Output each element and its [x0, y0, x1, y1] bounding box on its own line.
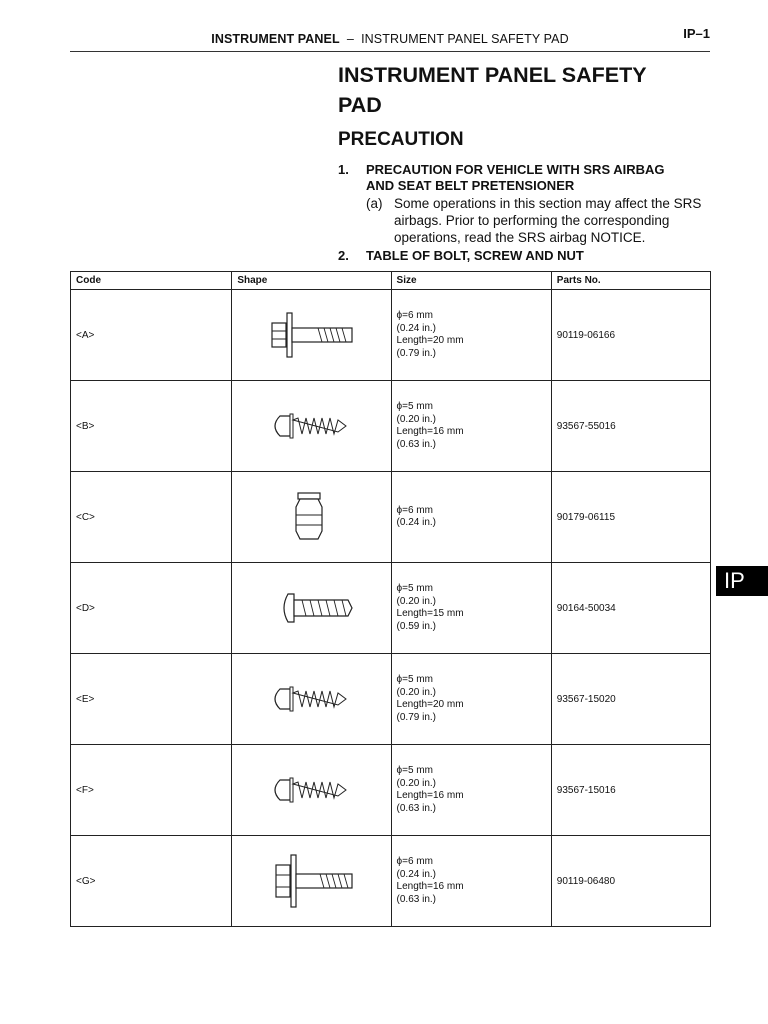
size-line: ϕ=5 mm: [396, 674, 433, 685]
hex-bolt-with-washer-icon: [258, 849, 364, 913]
table-row: [71, 654, 711, 745]
size-line: ϕ=6 mm: [396, 504, 433, 516]
page-number: IP–1: [683, 26, 710, 41]
part-code: <F>: [71, 745, 232, 836]
flange-bolt-with-washer-icon: [258, 303, 364, 367]
step-1-line2: AND SEAT BELT PRETENSIONER: [366, 178, 575, 193]
section-tab-ip: IP: [716, 566, 768, 596]
size-line: Length=16 mm: [396, 881, 464, 892]
table-row: [71, 381, 711, 472]
size-line: (0.79 in.): [396, 711, 436, 723]
part-shape: [232, 472, 391, 563]
header-shape: Shape: [232, 272, 391, 290]
page-header: [70, 26, 710, 50]
header-size: Size: [391, 272, 551, 290]
size-line: (0.63 in.): [396, 438, 436, 450]
size-line: ϕ=6 mm: [396, 310, 433, 321]
part-shape: [232, 290, 391, 381]
step-1-line1: PRECAUTION FOR VEHICLE WITH SRS AIRBAG: [366, 162, 665, 177]
table-header-row: [71, 272, 711, 290]
part-size: [391, 472, 551, 563]
part-shape: [232, 745, 391, 836]
table-row: [71, 836, 711, 927]
size-line: Length=20 mm: [396, 699, 464, 710]
size-line: (0.20 in.): [396, 777, 436, 789]
page-title-line2: PAD: [338, 93, 382, 117]
part-code: <E>: [71, 654, 232, 745]
part-size: [391, 290, 551, 381]
table-row: [71, 563, 711, 654]
part-size: [391, 836, 551, 927]
size-line: (0.79 in.): [396, 347, 436, 359]
size-line: (0.20 in.): [396, 413, 436, 425]
size-line: Length=16 mm: [396, 790, 464, 801]
table-row: [71, 745, 711, 836]
size-line: Length=16 mm: [396, 426, 464, 437]
part-code: <C>: [71, 472, 232, 563]
part-size: [391, 745, 551, 836]
size-line: (0.24 in.): [396, 517, 436, 528]
step-1a-line2: airbags. Prior to performing the corresponding: [394, 213, 670, 228]
part-number: 90179-06115: [551, 472, 710, 563]
size-line: (0.63 in.): [396, 802, 436, 814]
page-title-line1: INSTRUMENT PANEL SAFETY: [338, 63, 647, 87]
part-number: 93567-55016: [551, 381, 710, 472]
step-2-line1: TABLE OF BOLT, SCREW AND NUT: [366, 248, 584, 263]
bolt-screw-nut-table: [70, 271, 711, 927]
pan-head-screw-icon: [258, 576, 364, 640]
step-2-number: 2.: [338, 248, 349, 263]
size-line: Length=20 mm: [396, 335, 464, 346]
size-line: (0.20 in.): [396, 686, 436, 698]
tapping-screw-icon: [258, 758, 364, 822]
part-shape: [232, 563, 391, 654]
size-line: (0.24 in.): [396, 868, 436, 880]
header-dash: –: [346, 32, 354, 46]
part-shape: [232, 836, 391, 927]
size-line: ϕ=5 mm: [396, 583, 433, 594]
part-number: 90119-06480: [551, 836, 710, 927]
part-size: [391, 381, 551, 472]
part-number: 90119-06166: [551, 290, 710, 381]
header-parts-no: Parts No.: [551, 272, 710, 290]
size-line: ϕ=6 mm: [396, 856, 433, 867]
part-shape: [232, 381, 391, 472]
tapping-screw-icon: [258, 394, 364, 458]
section-subtitle: PRECAUTION: [338, 129, 464, 150]
step-1a-line3: operations, read the SRS airbag NOTICE.: [394, 230, 646, 245]
size-line: (0.63 in.): [396, 893, 436, 905]
part-number: 90164-50034: [551, 563, 710, 654]
part-number: 93567-15016: [551, 745, 710, 836]
part-code: <G>: [71, 836, 232, 927]
header-code: Code: [71, 272, 232, 290]
step-1-number: 1.: [338, 162, 349, 177]
table-row: [71, 472, 711, 563]
part-number: 93567-15020: [551, 654, 710, 745]
size-line: Length=15 mm: [396, 608, 464, 619]
step-1a-label: (a): [366, 196, 383, 211]
header-section-sub: INSTRUMENT PANEL SAFETY PAD: [361, 32, 569, 46]
tapping-screw-icon: [258, 667, 364, 731]
part-code: <D>: [71, 563, 232, 654]
header-section-bold: INSTRUMENT PANEL: [211, 32, 340, 46]
size-line: (0.20 in.): [396, 595, 436, 607]
size-line: (0.24 in.): [396, 322, 436, 334]
part-shape: [232, 654, 391, 745]
part-code: <B>: [71, 381, 232, 472]
part-size: [391, 563, 551, 654]
size-line: ϕ=5 mm: [396, 765, 433, 776]
flange-nut-icon: [258, 485, 364, 549]
step-1a-line1: Some operations in this section may affect the SRS: [394, 196, 702, 211]
page-title: [338, 60, 718, 120]
table-row: [71, 290, 711, 381]
size-line: (0.59 in.): [396, 620, 436, 632]
header-divider: [70, 51, 710, 52]
size-line: ϕ=5 mm: [396, 401, 433, 412]
part-size: [391, 654, 551, 745]
header-section-title: [70, 32, 710, 46]
part-code: <A>: [71, 290, 232, 381]
